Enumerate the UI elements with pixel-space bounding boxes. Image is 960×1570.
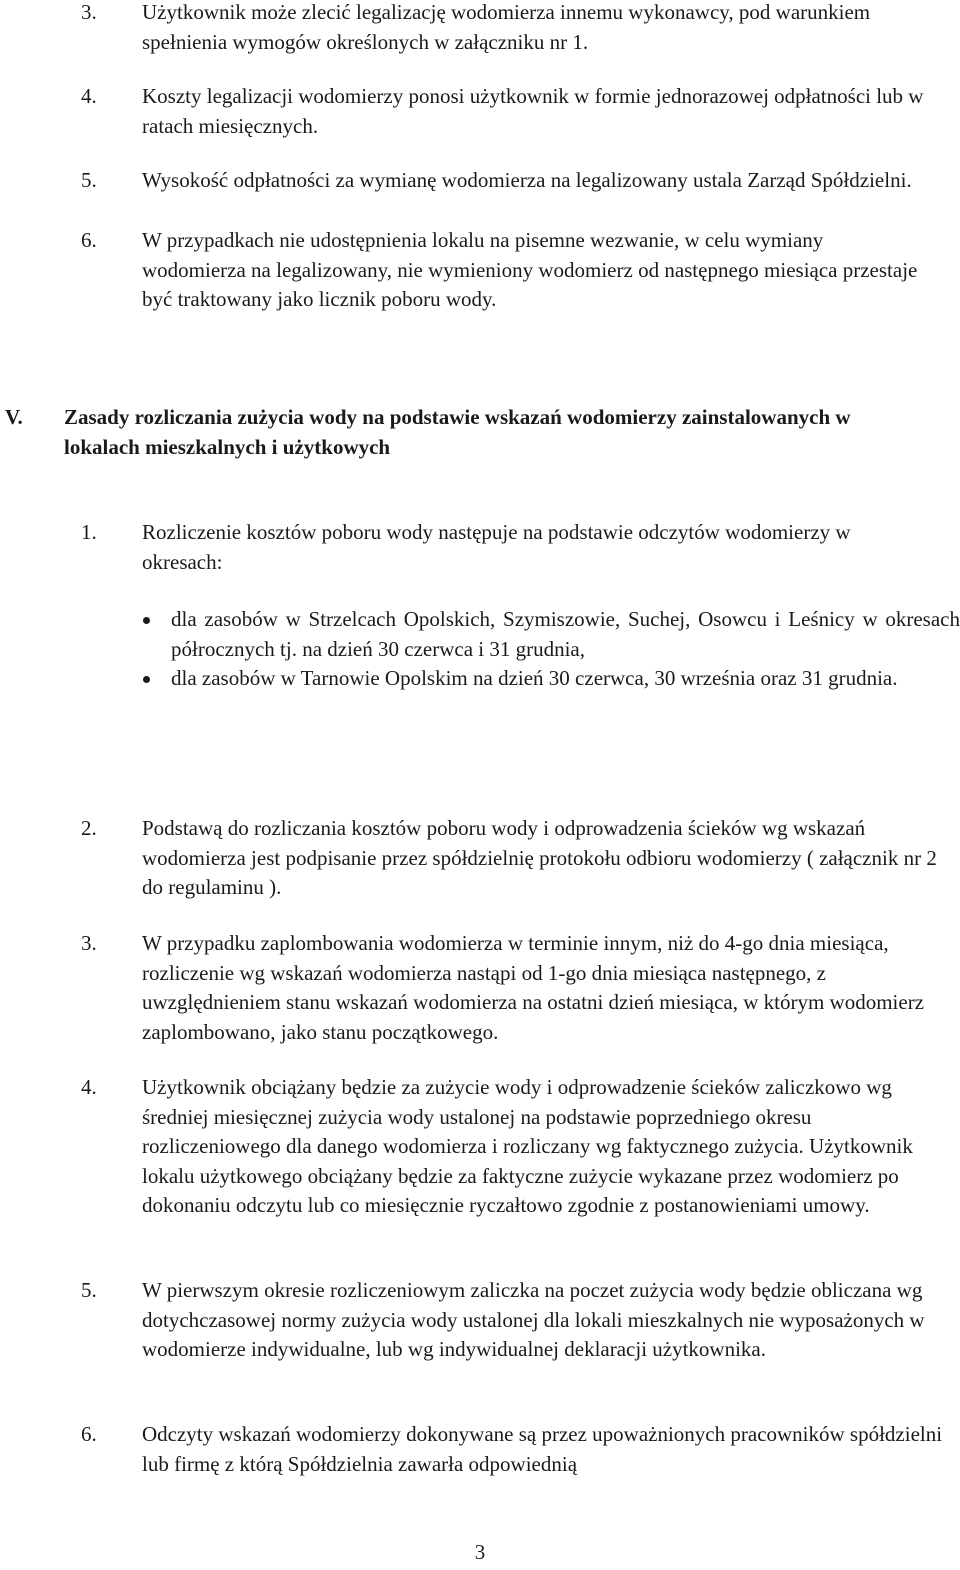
item-number: 6. — [81, 228, 97, 252]
item-number: 3. — [81, 931, 97, 955]
item-number: 5. — [81, 1278, 97, 1302]
bullet-list — [0, 605, 960, 694]
section-number: V. — [5, 405, 23, 429]
item-text: Wysokość odpłatności za wymianę wodomierza na legalizowany ustala Zarząd Spółdzielni. — [142, 168, 912, 192]
item-text: Użytkownik może zlecić legalizację wodomierza innemu wykonawcy, pod warunkiem spełnienia wymogów określonych w załączniku nr 1. — [142, 0, 871, 54]
item-number: 4. — [81, 1075, 97, 1099]
bullet-item — [0, 664, 960, 694]
bullet-item — [0, 605, 960, 664]
bullet-dot-icon — [143, 617, 150, 624]
item-text: W przypadku zaplombowania wodomierza w terminie innym, niż do 4-go dnia miesiąca, rozliczenie wg wskazań wodomierza nastąpi od 1-go dnia miesiąca następnego, z uwzględnieniem stanu wskazań wodomierza na ostatni dzień miesiąca, w którym wodomierz zaplombowano, jako stanu początkowego. — [142, 931, 925, 1044]
item-text: Odczyty wskazań wodomierzy dokonywane są przez upoważnionych pracowników spółdzielni lub firmę z którą Spółdzielnia zawarła odpowiednią — [142, 1422, 943, 1476]
section-title: Zasady rozliczania zużycia wody na podstawie wskazań wodomierzy zainstalowanych w lokalach mieszkalnych i użytkowych — [64, 405, 851, 459]
item-number: 5. — [81, 168, 97, 192]
item-text: Koszty legalizacji wodomierzy ponosi użytkownik w formie jednorazowej odpłatności lub w ratach miesięcznych. — [142, 84, 924, 138]
page-number: 3 — [474, 1540, 486, 1564]
item-number: 1. — [81, 520, 97, 544]
item-number: 6. — [81, 1422, 97, 1446]
item-text: W pierwszym okresie rozliczeniowym zaliczka na poczet zużycia wody będzie obliczana wg dotychczasowej normy zużycia wody ustalonej dla lokali mieszkalnych nie wyposażonych w wodomierze indywidualne, lub wg indywidualnej deklaracji użytkownika. — [142, 1278, 925, 1361]
bullet-text: dla zasobów w Tarnowie Opolskim na dzień 30 czerwca, 30 września oraz 31 grudnia. — [171, 666, 898, 690]
item-text: W przypadkach nie udostępnienia lokalu na pisemne wezwanie, w celu wymiany wodomierza na legalizowany, nie wymieniony wodomierz od następnego miesiąca przestaje być traktowany jako licznik poboru wody. — [142, 228, 918, 311]
item-number: 2. — [81, 816, 97, 840]
bullet-dot-icon — [143, 676, 150, 683]
item-text: Użytkownik obciążany będzie za zużycie wody i odprowadzenie ścieków zaliczkowo wg średniej miesięcznej zużycia wody ustalonej na podstawie poprzedniego okresu rozliczeniowego dla danego wodomierza i rozliczany wg faktycznego zużycia. Użytkownik lokalu użytkowego obciążany będzie za faktyczne zużycie wykazane przez wodomierz po dokonaniu odczytu lub co miesięcznie ryczałtowo zgodnie z postanowieniami umowy. — [142, 1075, 913, 1217]
item-text: Rozliczenie kosztów poboru wody następuje na podstawie odczytów wodomierzy w okresach: — [142, 520, 851, 574]
item-number: 3. — [81, 0, 97, 24]
item-number: 4. — [81, 84, 97, 108]
item-text: Podstawą do rozliczania kosztów poboru wody i odprowadzenia ścieków wg wskazań wodomierza jest podpisanie przez spółdzielnię protokołu odbioru wodomierzy ( załącznik nr 2 do regulaminu ). — [142, 816, 937, 899]
bullet-text: dla zasobów w Strzelcach Opolskich, Szymiszowie, Suchej, Osowcu i Leśnicy w okresach półrocznych tj. na dzień 30 czerwca i 31 grudnia, — [171, 607, 960, 661]
